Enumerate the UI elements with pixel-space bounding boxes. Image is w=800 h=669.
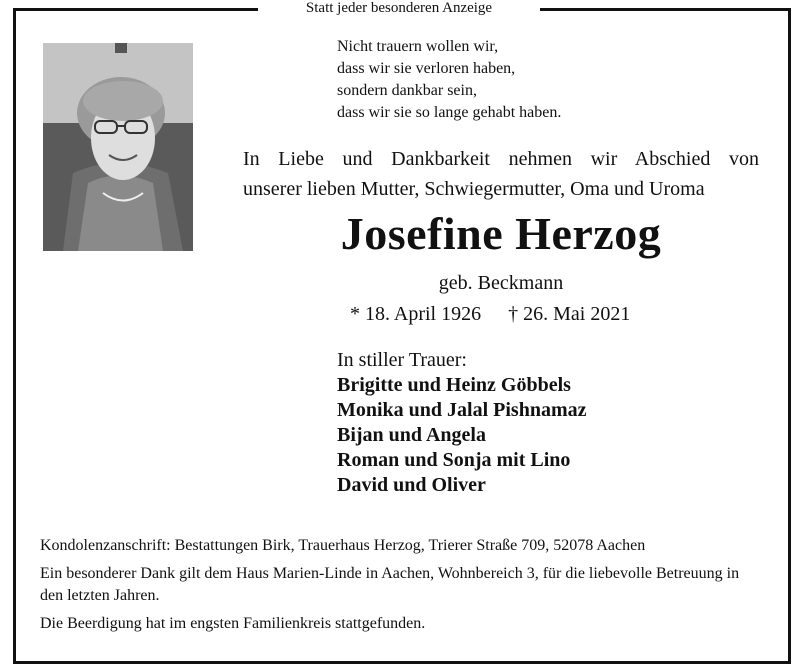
deceased-name: Josefine Herzog xyxy=(340,208,662,259)
thanks-note: Ein besonderer Dank gilt dem Haus Marien-Linde in Aachen, Wohnbereich 3, für die liebevolle Betreuung in den letzten Jahren. xyxy=(40,565,740,604)
header-label: Statt jeder besonderen Anzeige xyxy=(305,0,493,16)
mourner-name: David und Oliver xyxy=(337,474,486,496)
poem-line: Nicht trauern wollen wir, xyxy=(337,38,499,55)
condolence-address: Kondolenzanschrift: Bestattungen Birk, Trauerhaus Herzog, Trierer Straße 709, 52078 Aachen xyxy=(40,537,646,554)
poem-line: dass wir sie so lange gehabt haben. xyxy=(337,104,562,121)
mourner-name: Brigitte und Heinz Göbbels xyxy=(337,374,571,396)
intro-line-2: unserer lieben Mutter, Schwiegermutter, Oma und Uroma xyxy=(243,178,705,200)
maiden-name: geb. Beckmann xyxy=(438,272,564,294)
mourner-name: Monika und Jalal Pishnamaz xyxy=(337,399,587,421)
mourners-heading: In stiller Trauer: xyxy=(337,349,467,371)
intro-line-1: In Liebe und Dankbarkeit nehmen wir Abschied von xyxy=(243,148,759,170)
birth-date: * 18. April 1926 xyxy=(350,303,482,325)
top-rule-right xyxy=(540,8,791,11)
life-dates xyxy=(350,301,630,327)
intro-text xyxy=(243,144,759,204)
top-rule-left xyxy=(13,8,258,11)
funeral-note: Die Beerdigung hat im engsten Familienkreis stattgefunden. xyxy=(40,615,426,632)
poem xyxy=(337,36,561,124)
mourner-name: Roman und Sonja mit Lino xyxy=(337,449,571,471)
poem-line: dass wir sie verloren haben, xyxy=(337,60,516,77)
mourner-name: Bijan und Angela xyxy=(337,424,486,446)
death-date: † 26. Mai 2021 xyxy=(508,303,631,325)
mourners-list xyxy=(337,348,587,498)
footer-notes xyxy=(40,535,765,641)
portrait-photo-icon xyxy=(43,43,193,251)
portrait-photo xyxy=(43,43,193,251)
poem-line: sondern dankbar sein, xyxy=(337,82,477,99)
